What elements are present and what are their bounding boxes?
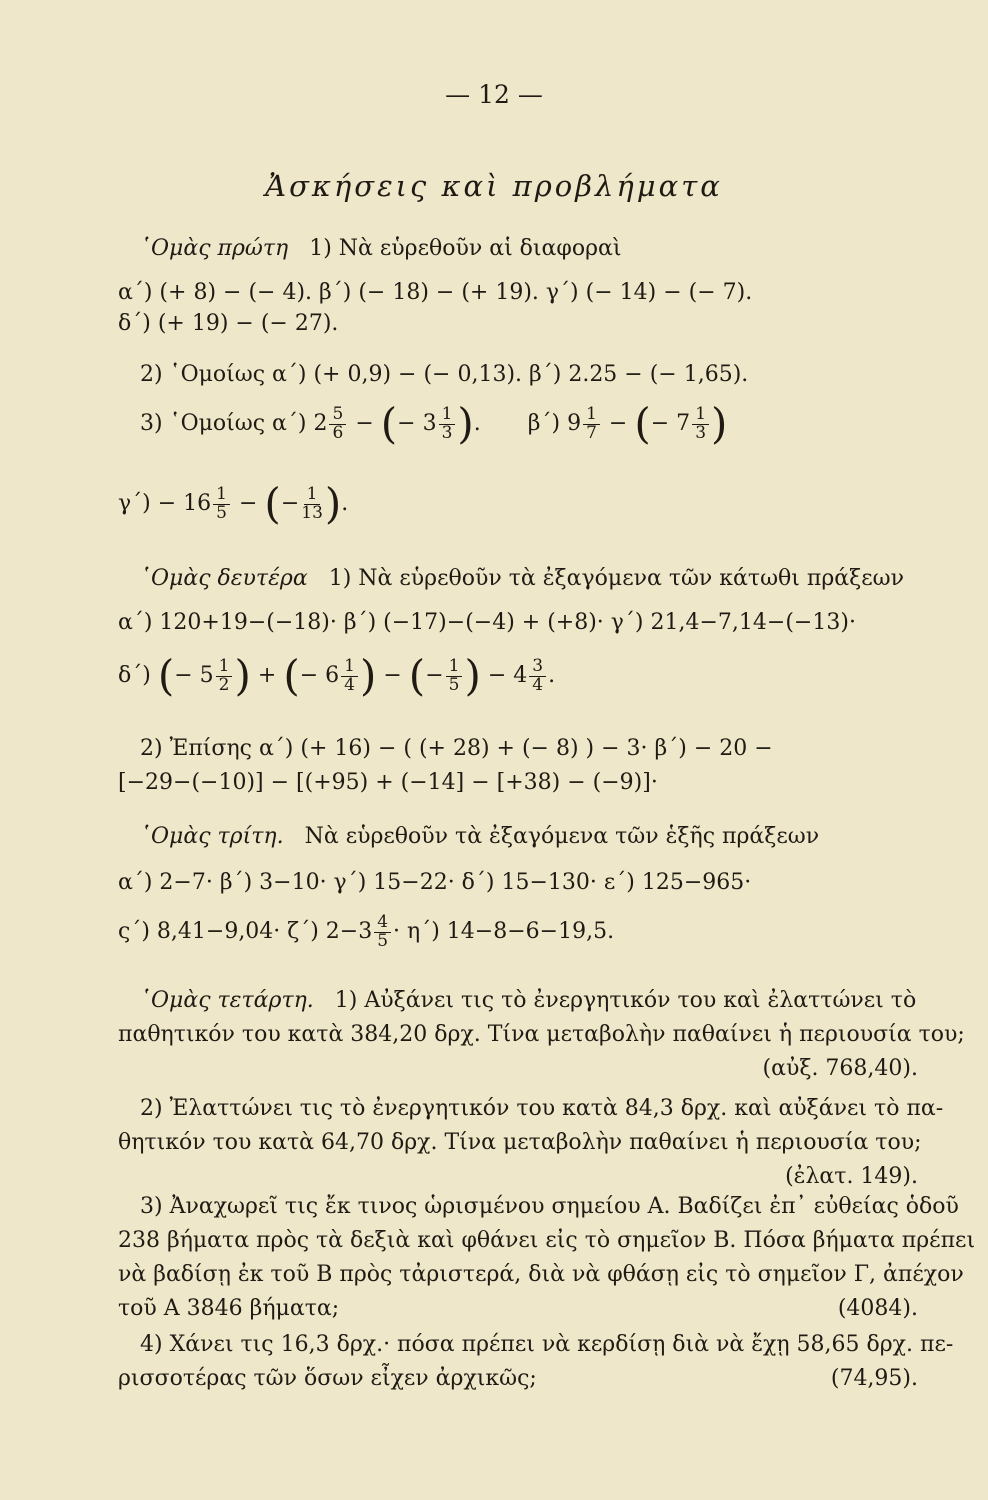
q1d-t-den: 4 [532,674,544,695]
group4-p1-line1: 1) Αὐξάνει τις τὸ ἐνεργητικόν του καὶ ἐλαττώνει τὸ [334,988,917,1013]
q1d-c-fraction [446,655,463,695]
group3-block [140,826,819,848]
q1d-tail: − 4 [487,663,528,688]
q3b-fraction [583,403,600,443]
q3b-paren-whole: − 7 [650,411,691,436]
group4-p3-line2: 238 βήματα πρὸς τὰ δεξιὰ καὶ φθάνει εἰς τὸ σημεῖον Β. Πόσα βήματα πρέπει [118,1228,976,1253]
q3b-paren-fraction [692,403,709,443]
group4-block [140,990,916,1012]
q1d-plus: + [257,663,277,688]
q3c-paren-fraction [301,483,323,523]
q3c-den: 5 [216,502,227,523]
q3b-paren-den: 3 [695,422,707,443]
group1-q3b-label: β΄) 9 [527,411,582,436]
q3a-whole: 2 [313,411,328,436]
group4-p4-line1: 4) Χάνει τις 16,3 δρχ.· πόσα πρέπει νὰ κερδίσῃ διὰ νὰ ἔχῃ 58,65 δρχ. πε- [140,1332,954,1357]
group4-p2-line2: θητικόν του κατὰ 64,70 δρχ. Τίνα μεταβολὴν παθαίνει ἡ περιουσία του; [118,1130,922,1155]
q3a-den: 6 [332,422,344,443]
group4-p4-answer: (74,95). [830,1366,918,1391]
group1-q3c-label: γ΄) [118,491,151,516]
q3b-paren-num: 1 [692,406,709,425]
q3c-minus: − [238,491,258,516]
group4-p1-answer: (αὐξ. 768,40). [762,1056,918,1081]
q1d-b-whole: − 6 [299,663,340,688]
q3b-minus: − [608,411,628,436]
paren-close: ) [457,399,474,448]
paren-close: ) [324,479,342,528]
group4-p3-line3: νὰ βαδίσῃ ἐκ τοῦ Β πρὸς τἀριστερά, διὰ νὰ φθάσῃ εἰς τὸ σημεῖον Γ, ἀπέχον [118,1262,964,1287]
group3-line2 [118,910,614,954]
q3a-paren-den: 3 [441,422,453,443]
group1-heading: ῾Ομὰς πρώτη [140,236,289,261]
group4-p4-line2: ρισσοτέρας τῶν ὅσων εἶχεν ἀρχικῶς; [118,1366,537,1391]
paren-open: ( [264,479,281,528]
group1-q3-label: 3) ῾Ομοίως α΄) [140,411,307,436]
group2-q1-line1: α΄) 120+19−(−18)· β΄) (−17)−(−4) + (+8)· γ΄) 21,4−7,14−(−13)· [118,610,856,635]
group1-q2-line: 2) ῾Ομοίως α΄) (+ 0,9) − (− 0,13). β΄) 2.25 − (− 1,65). [140,362,749,387]
q1d-c-whole: − [425,663,444,688]
q3b-den: 7 [586,422,597,443]
paren-open: ( [380,399,398,448]
group1-q1-line2: δ΄) (+ 19) − (− 27). [118,311,339,336]
q1d-a-fraction [216,655,233,695]
q1d-c-den: 5 [448,674,460,695]
paren-close: ) [464,651,481,700]
group2-q1d-line: δ΄) (− 5 $\frac{1}{2}$ ) + (− 6 $\frac{1}{4}$ ) − (− $\frac{1}{5}$ ) − 4 $\frac{3}{4}$ . [118,651,556,700]
group4-p3-line4: τοῦ Α 3846 βήματα; [118,1296,340,1321]
group3-intro: Νὰ εὑρεθοῦν τὰ ἐξαγόμενα τῶν ἑξῆς πράξεων [304,824,820,849]
group3-den: 5 [377,930,389,951]
group1-q3c-line: γ΄) − 16 $\frac{1}{5}$ − (− $\frac{1}{13}$ ). [118,479,349,528]
paren-open: ( [634,399,651,448]
group2-q1-intro: 1) Νὰ εὑρεθοῦν τὰ ἐξαγόμενα τῶν κάτωθι πράξεων [328,566,904,591]
group4-p2-line1: 2) Ἐλαττώνει τις τὸ ἐνεργητικόν του κατὰ 84,3 δρχ. καὶ αὐξάνει τὸ πα- [140,1096,944,1121]
q3a-minus: − [355,411,374,436]
group3-num: 4 [374,914,391,933]
q1d-minus: − [383,663,402,688]
q1d-c-num: 1 [446,658,463,677]
paren-close: ) [234,651,251,700]
q3c-paren-num: 1 [304,486,321,505]
q3a-paren-fraction [439,403,456,443]
q3b-num: 1 [583,406,600,425]
q3a-fraction [329,403,346,443]
group2-block [140,568,904,590]
group2-heading: ῾Ομὰς δευτέρα [140,566,308,591]
group4-p1-line2: παθητικόν του κατὰ 384,20 δρχ. Τίνα μεταβολὴν παθαίνει ἡ περιουσία του; [118,1022,965,1047]
paren-open: ( [408,651,426,700]
paren-open: ( [283,651,300,700]
group1-block [140,238,621,260]
q1d-t-num: 3 [529,658,546,677]
q1d-b-num: 1 [341,658,358,677]
q3a-paren-whole: − 3 [397,411,437,436]
group3-line2-a: ς΄) 8,41−9,04· ζ΄) 2−3 [118,919,373,944]
group1-q3-line: 3) ῾Ομοίως α΄) 2 $\frac{5}{6}$ − (− 3 $\frac{1}{3}$ ). β΄) 9 $\frac{1}{7}$ − (− 7 $\frac{1}{3}$ ) [140,399,728,448]
q3a-num: 5 [329,406,346,425]
paren-close: ) [359,651,377,700]
group1-q1-line1: α΄) (+ 8) − (− 4). β΄) (− 18) − (+ 19). γ΄) (− 14) − (− 7). [118,280,753,305]
q1d-a-num: 1 [216,658,233,677]
q1d-tail-fraction [529,655,546,695]
q1d-a-den: 2 [218,674,230,695]
group2-q1d-label: δ΄) [118,663,151,688]
page-title: Ἀσκήσεις καὶ προβλήματα [265,169,723,203]
q3c-paren-whole: − [280,491,300,516]
group3-line2-b: · η΄) 14−8−6−19,5. [393,919,615,944]
q3a-paren-num: 1 [439,406,456,425]
q1d-b-fraction [341,655,358,695]
q3c-num: 1 [213,486,230,505]
q1d-a-whole: − 5 [174,663,214,688]
q1d-b-den: 4 [344,674,355,695]
q3c-paren-den: 13 [301,502,323,523]
paren-close: ) [711,399,728,448]
group3-line1: α΄) 2−7· β΄) 3−10· γ΄) 15−22· δ΄) 15−130· ε΄) 125−965· [118,870,752,895]
group3-fraction [374,911,391,951]
group4-heading: ῾Ομὰς τετάρτη. [140,988,314,1013]
q3c-fraction [213,483,230,523]
group2-q2-line1: 2) Ἐπίσης α΄) (+ 16) − ( (+ 28) + (− 8) ) − 3· β΄) − 20 − [140,736,773,761]
paren-open: ( [157,651,175,700]
group3-heading: ῾Ομὰς τρίτη. [140,824,284,849]
group4-p2-answer: (ἐλατ. 149). [785,1164,918,1189]
group4-p3-line1: 3) Ἀναχωρεῖ τις ἔκ τινος ὡρισμένου σημείου Α. Βαδίζει ἐπ᾿ εὐθείας ὁδοῦ [140,1194,959,1219]
q3c-whole: − 16 [157,491,212,516]
group2-q2-line2: [−29−(−10)] − [(+95) + (−14] − [+38) − (−9)]· [118,770,658,795]
page-number: — 12 — [445,80,543,109]
group1-q1-intro: 1) Νὰ εὑρεθοῦν αἱ διαφοραὶ [309,236,622,261]
group4-p3-answer: (4084). [837,1296,918,1321]
